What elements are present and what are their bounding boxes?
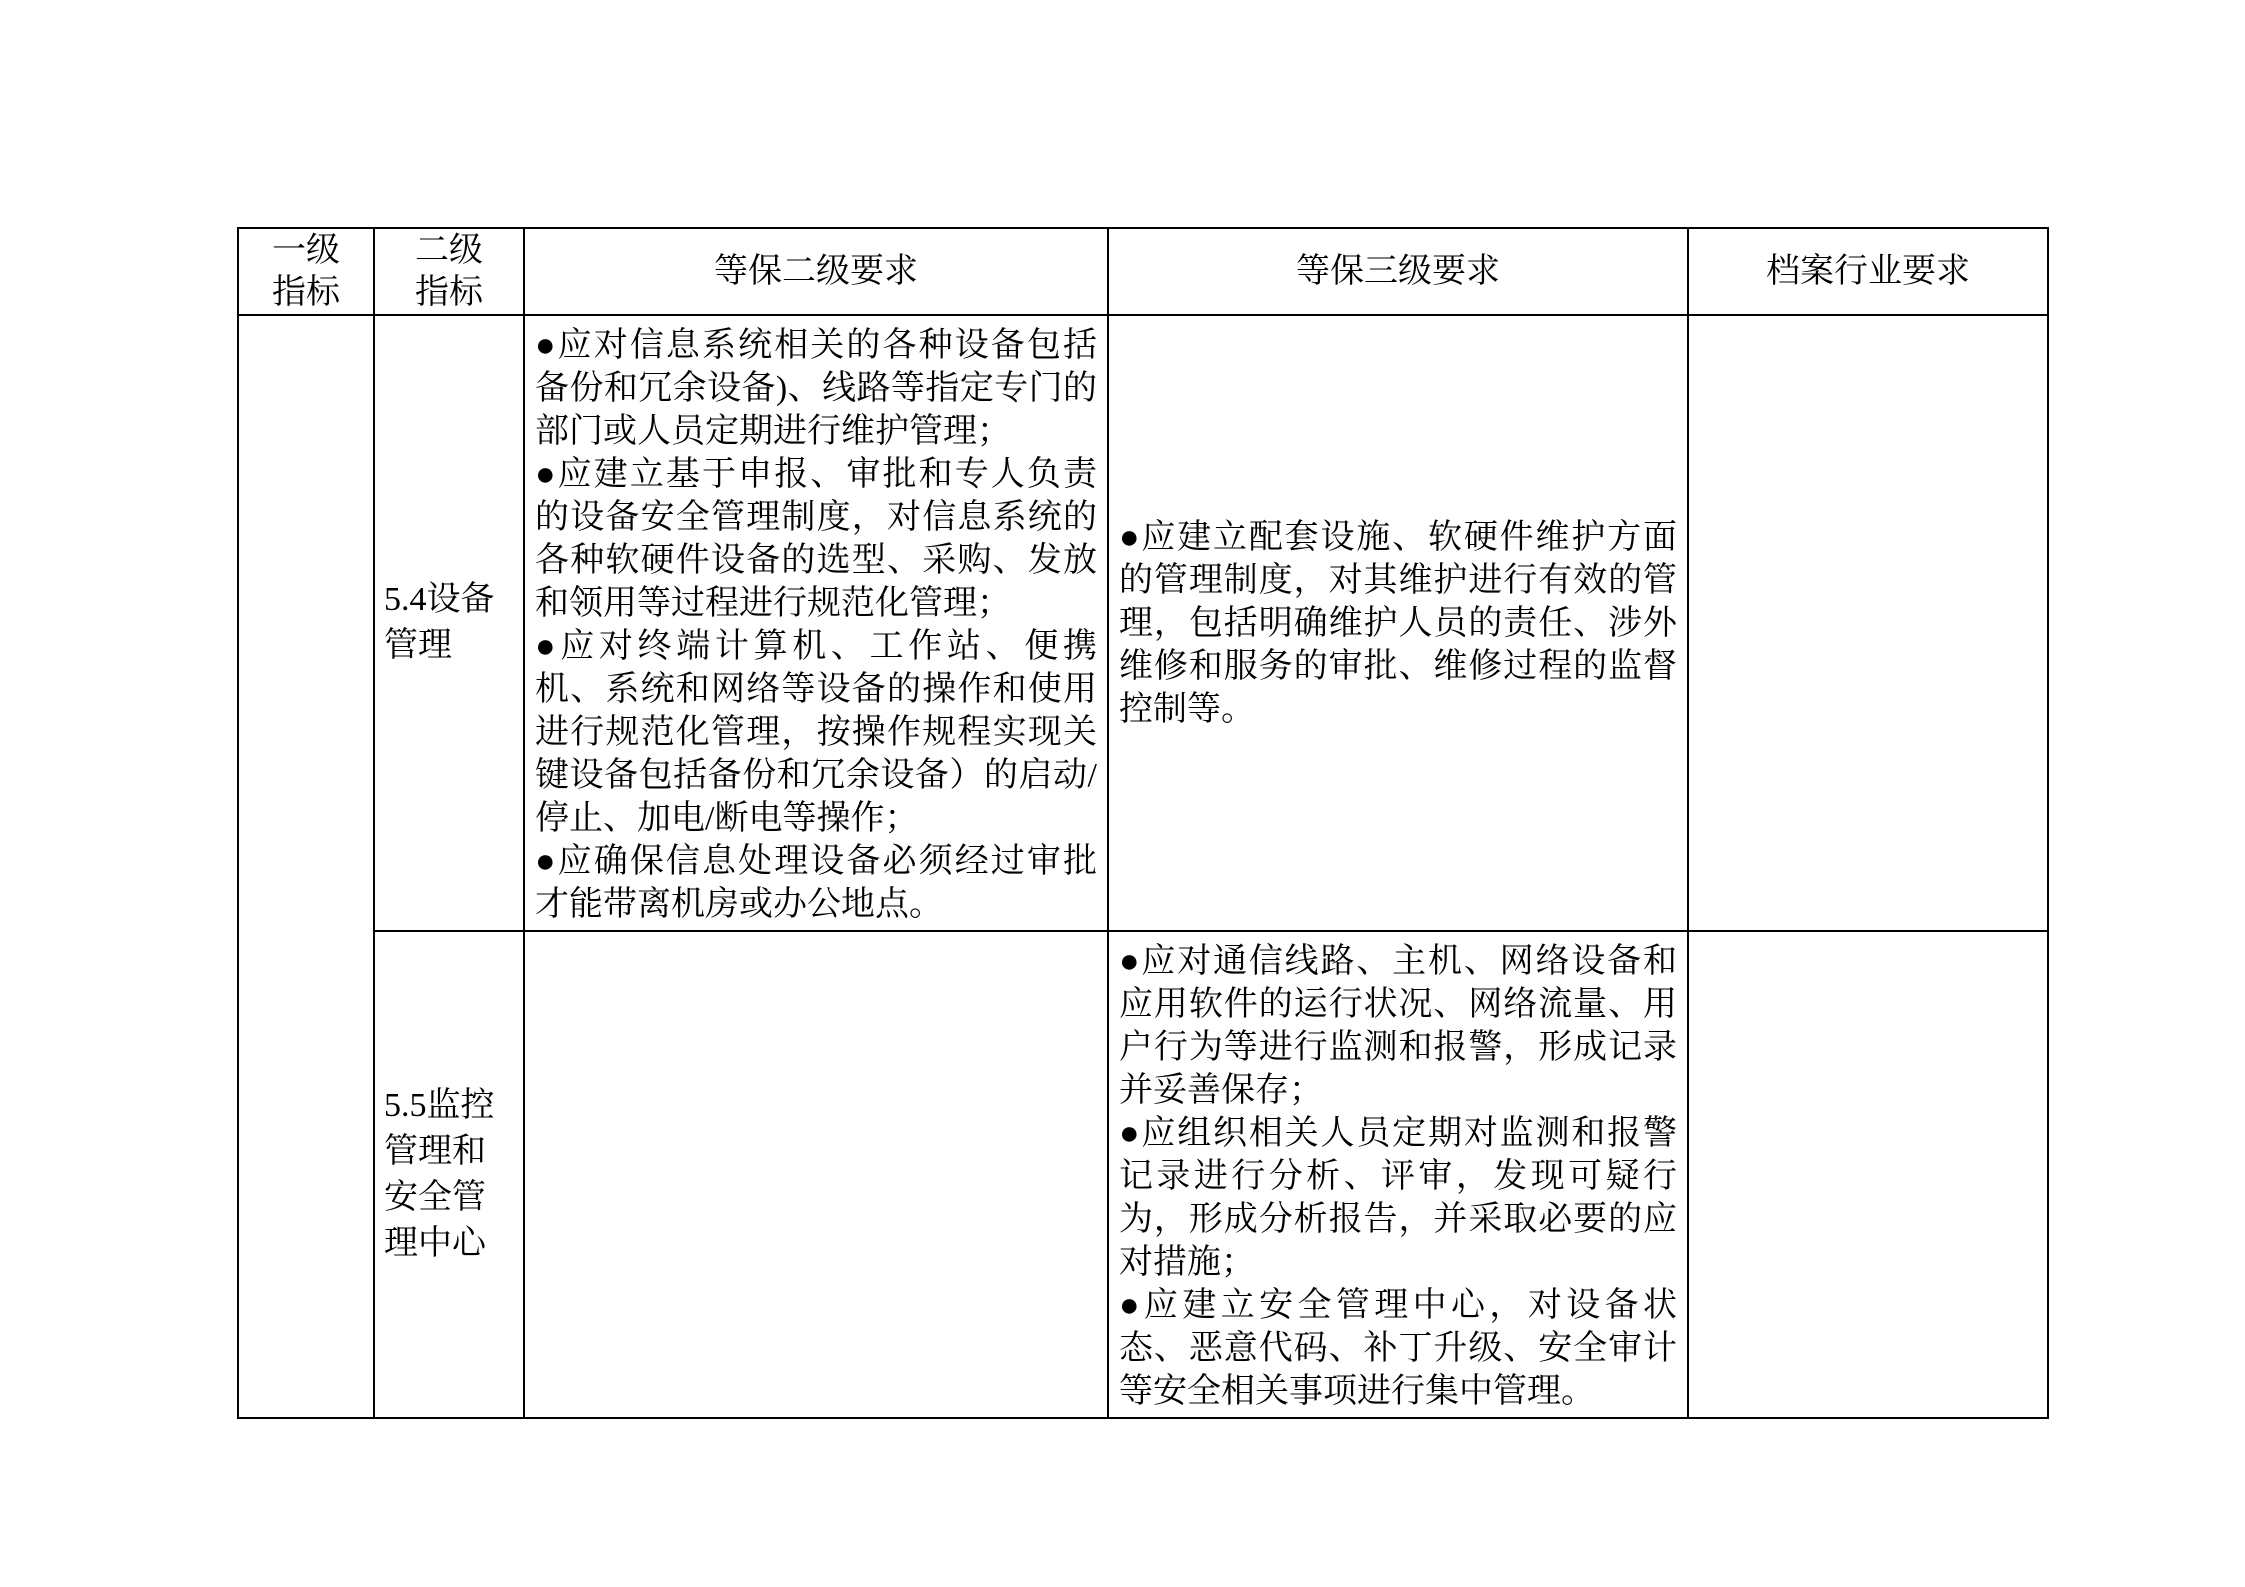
dengbao-level2-requirements-cell [524,315,1108,931]
table-header-row [238,228,2048,315]
bullet-item: ●应组织相关人员定期对监测和报警记录进行分析、评审，发现可疑行为，形成分析报告，并采取必要的应对措施； [1119,1115,1677,1281]
header-dengbao-level3-requirements: 等保三级要求 [1108,228,1688,315]
dengbao-level3-requirements-cell [1108,931,1688,1418]
bullet-item: ●应对终端计算机、工作站、便携机、系统和网络等设备的操作和使用进行规范化管理，按操作规程实现关键设备包括备份和冗余设备）的启动/停止、加电/断电等操作； [535,628,1097,837]
bullet-item: ●应确保信息处理设备必须经过审批才能带离机房或办公地点。 [535,843,1097,923]
bullet-item: ●应对通信线路、主机、网络设备和应用软件的运行状况、网络流量、用户行为等进行监测和报警，形成记录并妥善保存； [1119,943,1677,1109]
header-level1-indicator: 一级指标 [238,228,374,315]
table-row-monitoring-management [238,931,2048,1418]
archive-requirements-cell-empty [1688,931,2048,1418]
level2-indicator-cell: 5.5监控管理和安全管理中心 [374,931,524,1418]
bullet-item: ●应对信息系统相关的各种设备包括备份和冗余设备)、线路等指定专门的部门或人员定期进行维护管理； [535,327,1097,450]
table-row-equipment-management [238,315,2048,931]
archive-requirements-cell-empty [1688,315,2048,931]
requirements-table [237,227,2049,1419]
level2-indicator-cell: 5.4设备管理 [374,315,524,931]
dengbao-level3-requirements-cell [1108,315,1688,931]
bullet-item: ●应建立配套设施、软硬件维护方面的管理制度，对其维护进行有效的管理，包括明确维护人员的责任、涉外维修和服务的审批、维修过程的监督控制等。 [1119,518,1677,728]
header-archive-industry-requirements: 档案行业要求 [1688,228,2048,315]
header-level2-indicator: 二级指标 [374,228,524,315]
level1-indicator-cell-empty [238,315,374,1418]
bullet-item: ●应建立基于申报、审批和专人负责的设备安全管理制度，对信息系统的各种软硬件设备的选型、采购、发放和领用等过程进行规范化管理； [535,456,1097,622]
dengbao-level2-requirements-cell-empty [524,931,1108,1418]
header-dengbao-level2-requirements: 等保二级要求 [524,228,1108,315]
bullet-item: ●应建立安全管理中心，对设备状态、恶意代码、补丁升级、安全审计等安全相关事项进行集中管理。 [1119,1287,1677,1410]
